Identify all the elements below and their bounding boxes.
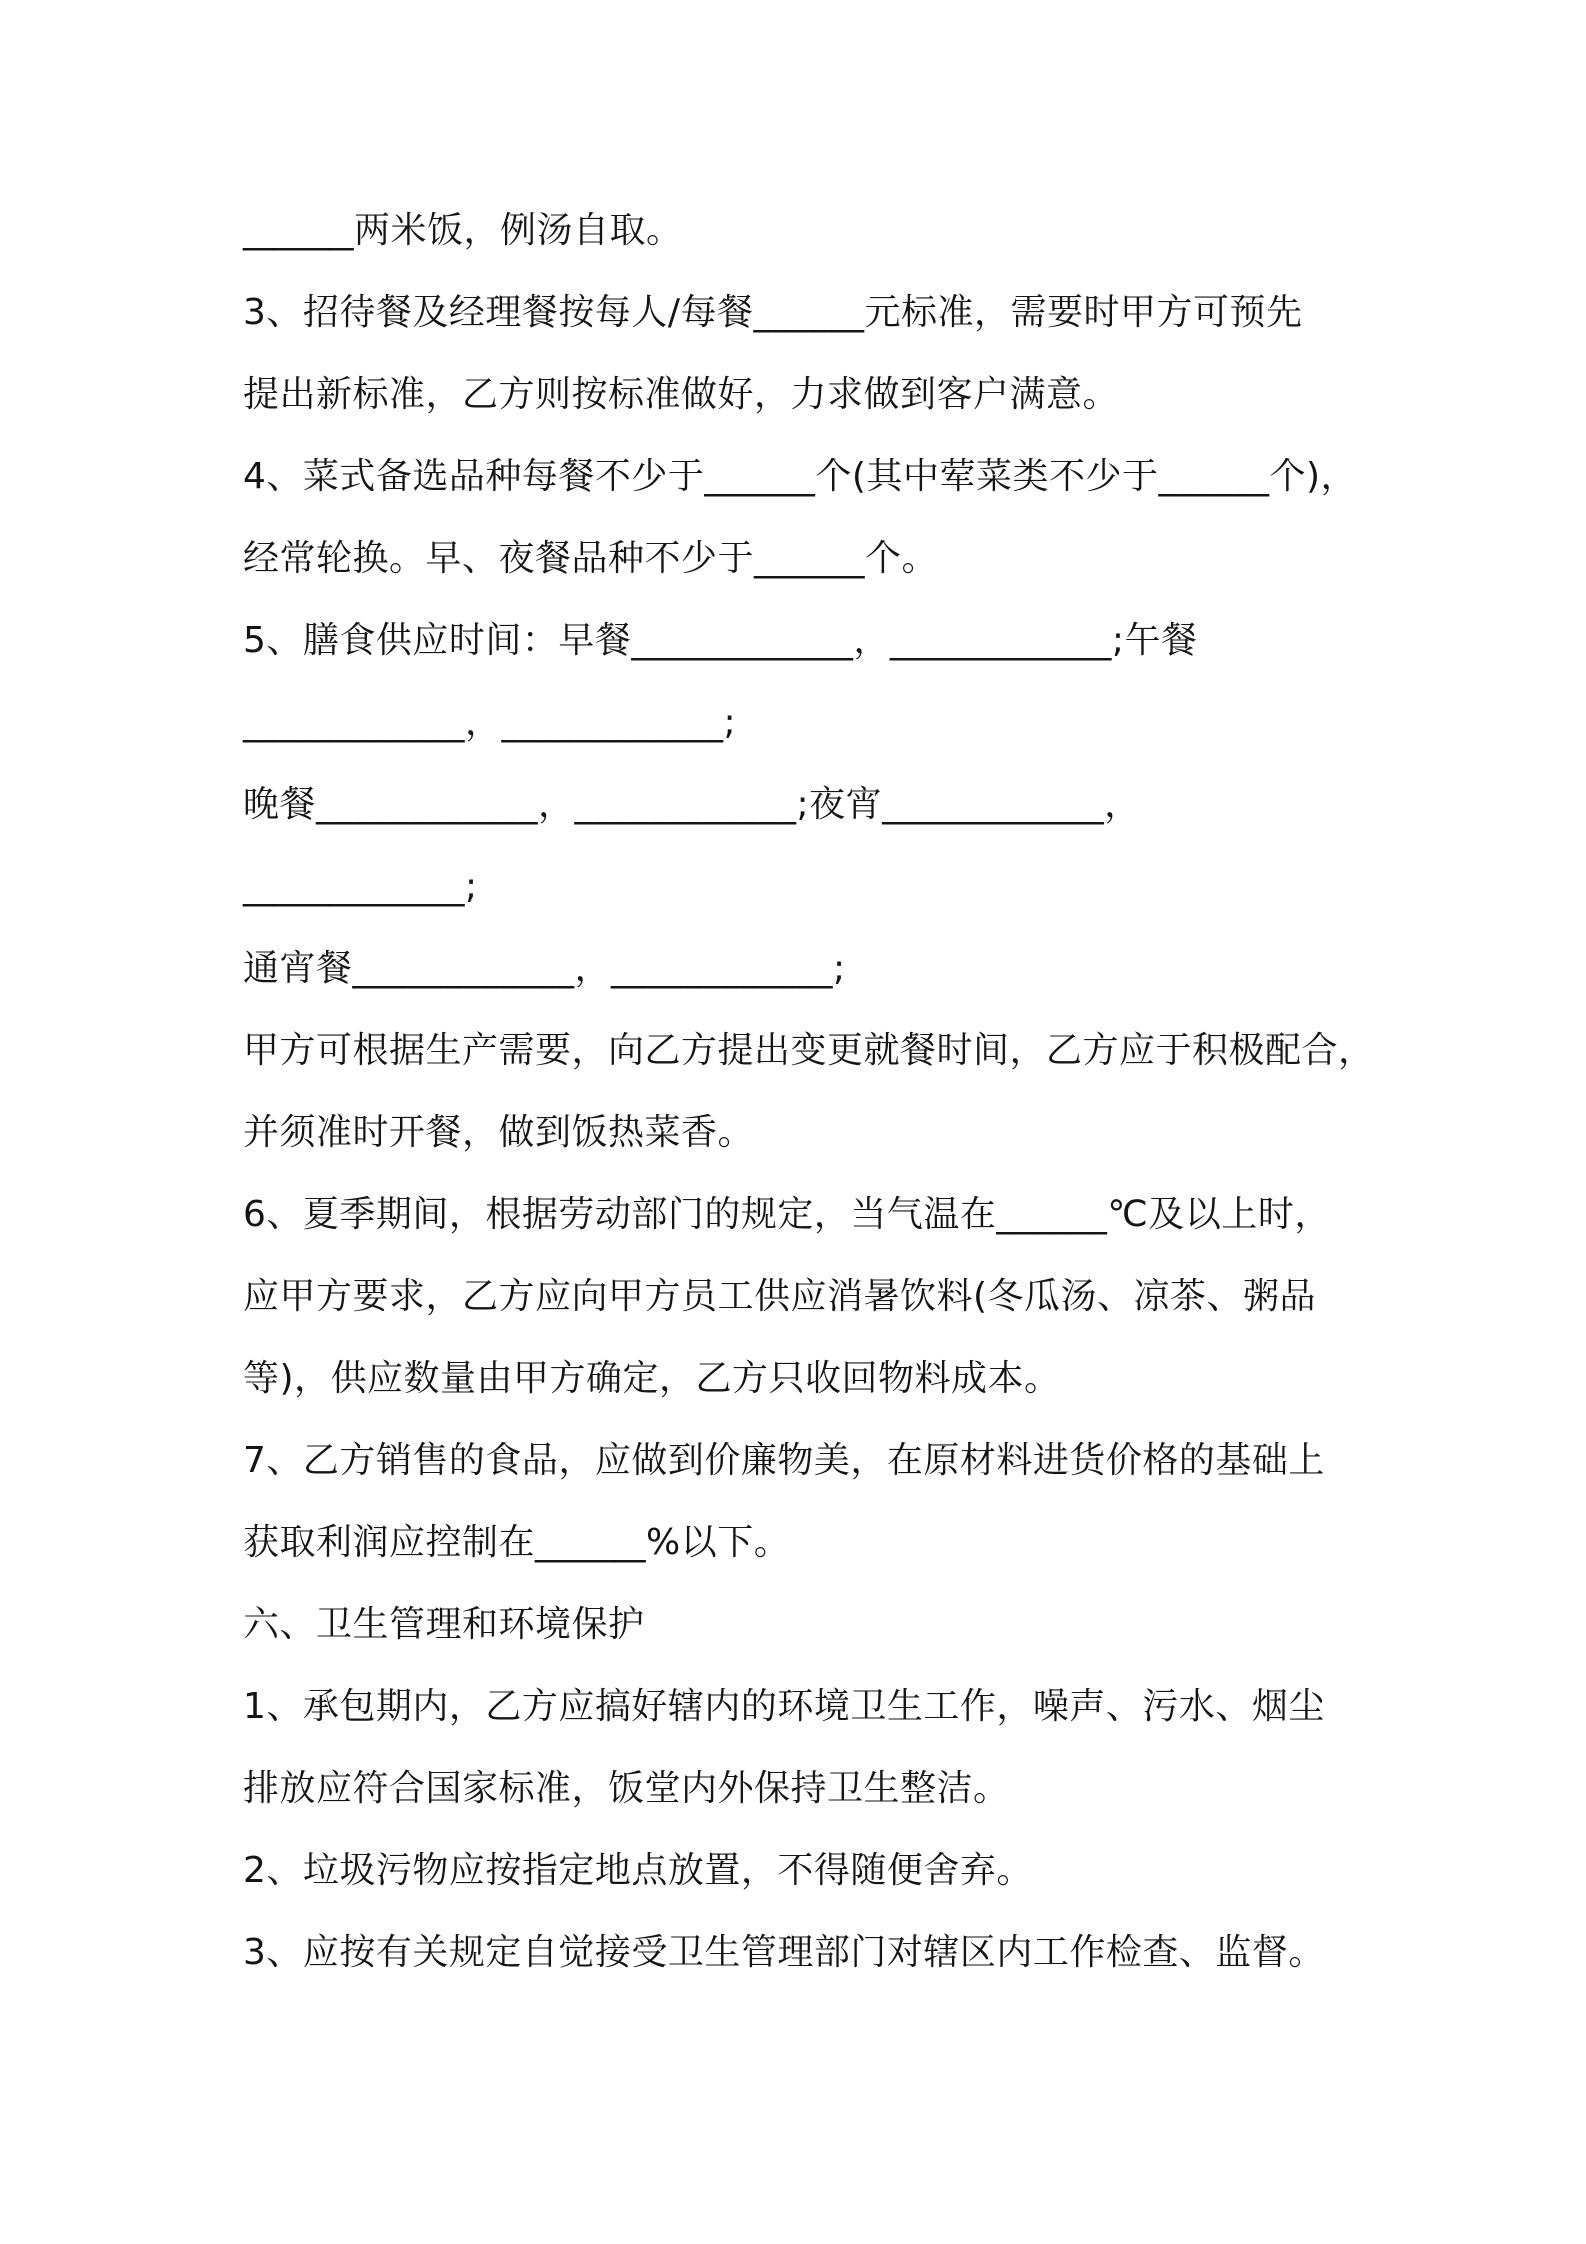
text-line-06: 5、膳食供应时间：早餐____________，____________;午餐 <box>243 620 1198 661</box>
text-line-13: 6、夏季期间，根据劳动部门的规定，当气温在______℃及以上时， <box>243 1194 1331 1235</box>
text-line-12: 并须准时开餐，做到饭热菜香。 <box>243 1112 755 1153</box>
text-line-03: 提出新标准，乙方则按标准做好，力求做到客户满意。 <box>243 374 1120 415</box>
text-line-17: 获取利润应控制在______%以下。 <box>243 1522 791 1563</box>
text-line-20: 排放应符合国家标准，饭堂内外保持卫生整洁。 <box>243 1768 1010 1809</box>
text-line-05: 经常轮换。早、夜餐品种不少于______个。 <box>243 538 939 579</box>
text-line-14: 应甲方要求，乙方应向甲方员工供应消暑饮料(冬瓜汤、凉茶、粥品 <box>243 1276 1317 1317</box>
text-line-21: 2、垃圾污物应按指定地点放置，不得随便舍弃。 <box>243 1850 1033 1891</box>
text-line-19: 1、承包期内，乙方应搞好辖内的环境卫生工作，噪声、污水、烟尘 <box>243 1686 1325 1727</box>
text-line-04: 4、菜式备选品种每餐不少于______个(其中荤菜类不少于______个)， <box>243 456 1357 497</box>
text-line-07: ____________，____________; <box>243 702 737 743</box>
text-line-15: 等)，供应数量由甲方确定，乙方只收回物料成本。 <box>243 1358 1061 1399</box>
text-line-11: 甲方可根据生产需要，向乙方提出变更就餐时间，乙方应于积极配合， <box>243 1030 1375 1071</box>
text-line-22: 3、应按有关规定自觉接受卫生管理部门对辖区内工作检查、监督。 <box>243 1932 1325 1973</box>
text-line-08: 晚餐____________，____________;夜宵____________， <box>243 784 1141 825</box>
text-line-10: 通宵餐____________，____________; <box>243 948 846 989</box>
text-line-02: 3、招待餐及经理餐按每人/每餐______元标准，需要时甲方可预先 <box>243 292 1303 333</box>
section-heading: 六、卫生管理和环境保护 <box>243 1604 645 1645</box>
text-line-01: ______两米饭，例汤自取。 <box>243 210 683 251</box>
text-line-09: ____________; <box>243 866 478 907</box>
text-line-16: 7、乙方销售的食品，应做到价廉物美，在原材料进货价格的基础上 <box>243 1440 1325 1481</box>
